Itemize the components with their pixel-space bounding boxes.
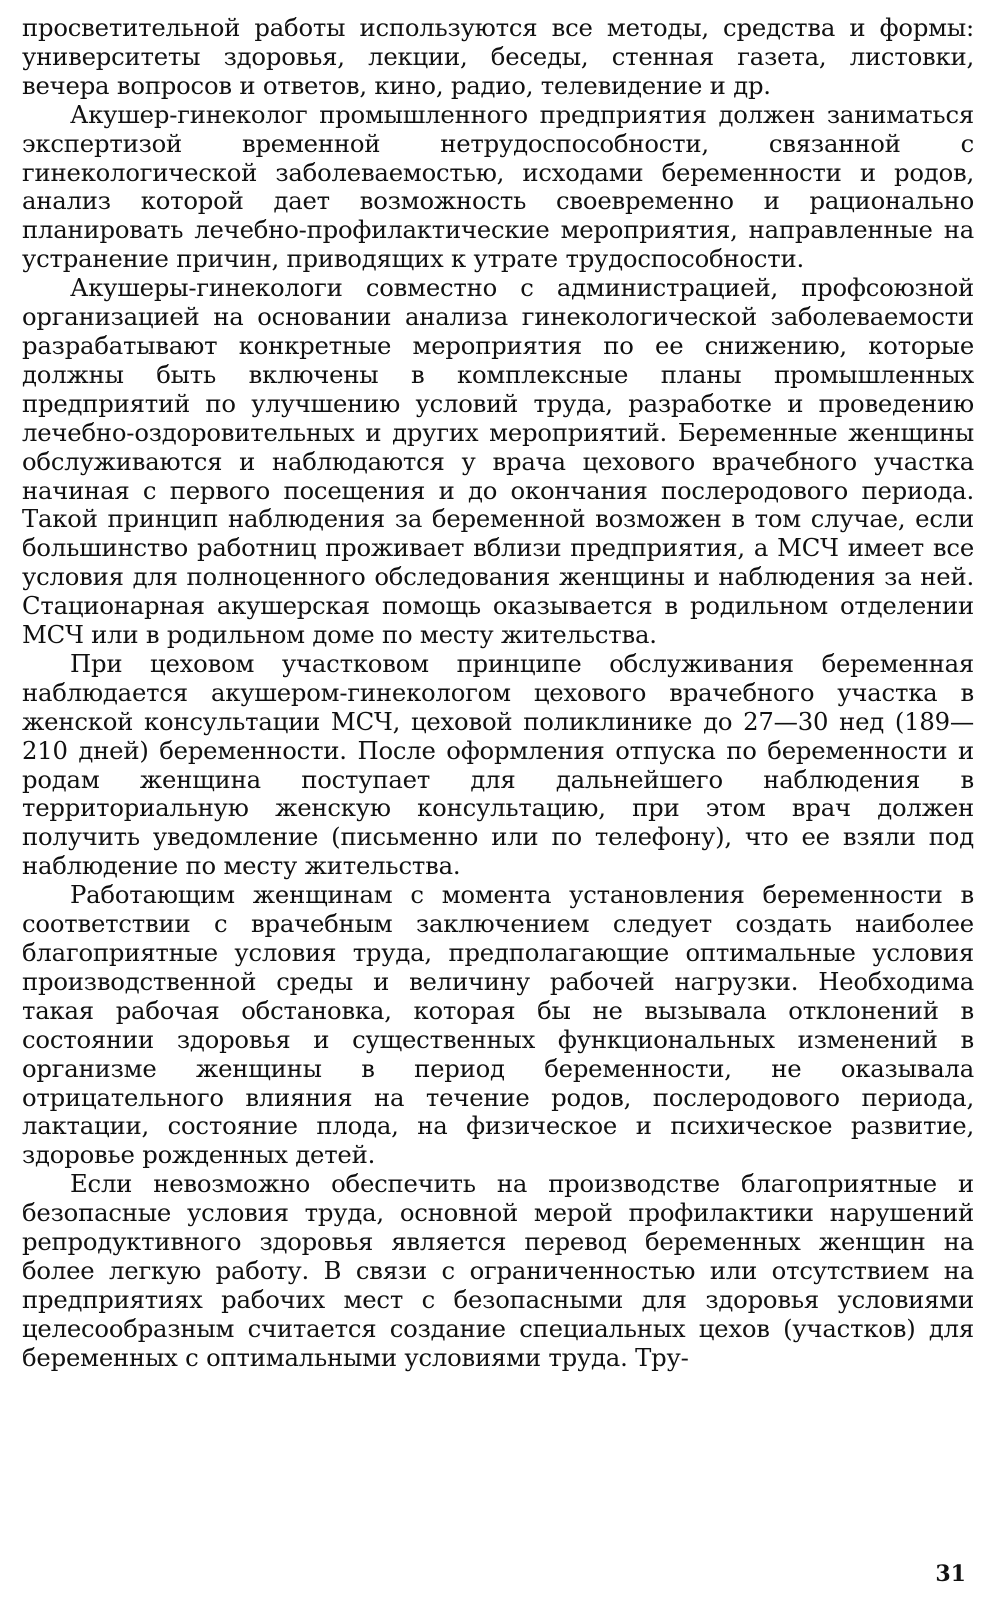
paragraph-1: просветительной работы используются все методы, средства и формы: университеты здоровья, лекции, беседы, стенная газета, листовки, вечера вопросов и ответов, кино, радио, телевидение и др. [22,13,974,100]
paragraph-3: Акушеры-гинекологи совместно с администрацией, профсоюзной организацией на основании анализа гинекологической заболеваемости разрабатывают конкретные мероприятия по ее снижению, которые должны быть включены в комплексные планы промышленных предприятий по улучшению условий труда, разработке и проведению лечебно-оздоровительных и других мероприятий. Беременные женщины обслуживаются и наблюдаются у врача цехового врачебного участка начиная с первого посещения и до окончания послеродового периода. Такой принцип наблюдения за беременной возможен в том случае, если большинство работниц проживает вблизи предприятия, а МСЧ имеет все условия для полноценного обследования женщины и наблюдения за ней. Стационарная акушерская помощь оказывается в родильном отделении МСЧ или в родильном доме по месту жительства. [22,273,974,650]
page-number: 31 [935,1561,966,1587]
page-text [22,14,974,1373]
paragraph-5: Работающим женщинам с момента установления беременности в соответствии с врачебным заключением следует создать наиболее благоприятные условия труда, предполагающие оптимальные условия производственной среды и величину рабочей нагрузки. Необходима такая рабочая обстановка, которая бы не вызывала отклонений в состоянии здоровья и существенных функциональных изменений в организме женщины в период беременности, не оказывала отрицательного влияния на течение родов, послеродового периода, лактации, состояние плода, на физическое и психическое развитие, здоровье рожденных детей. [22,880,974,1170]
paragraph-2: Акушер-гинеколог промышленного предприятия должен заниматься экспертизой временной нетрудоспособности, связанной с гинекологической заболеваемостью, исходами беременности и родов, анализ которой дает возможность своевременно и рационально планировать лечебно-профилактические мероприятия, направленные на устранение причин, приводящих к утрате трудоспособности. [22,99,974,274]
paragraph-6: Если невозможно обеспечить на производстве благоприятные и безопасные условия труда, основной мерой профилактики нарушений репродуктивного здоровья является перевод беременных женщин на более легкую работу. В связи с ограниченностью или отсутствием на предприятиях рабочих мест с безопасными для здоровья условиями целесообразным считается создание специальных цехов (участков) для беременных с оптимальными условиями труда. Тру- [22,1169,974,1372]
paragraph-4: При цеховом участковом принципе обслуживания беременная наблюдается акушером-гинекологом цехового врачебного участка в женской консультации МСЧ, цеховой поликлинике до 27—30 нед (189—210 дней) беременности. После оформления отпуска по беременности и родам женщина поступает для дальнейшего наблюдения в территориальную женскую консультацию, при этом врач должен получить уведомление (письменно или по телефону), что ее взяли под наблюдение по месту жительства. [22,648,974,881]
